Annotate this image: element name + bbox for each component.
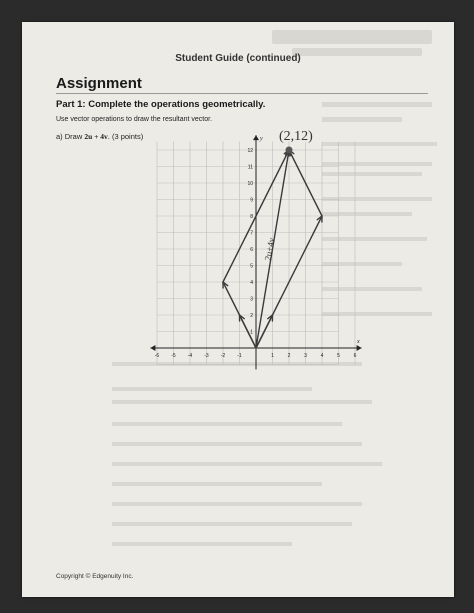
x-tick-label: -1	[237, 353, 242, 359]
x-tick-label: -2	[220, 353, 226, 359]
instruction-text: Use vector operations to draw the resultant vector.	[56, 116, 213, 123]
title-divider	[56, 93, 428, 94]
y-tick-label: 10	[247, 181, 253, 187]
part-heading: Part 1: Complete the operations geometrically.	[56, 99, 266, 110]
x-tick-label: -4	[187, 353, 193, 359]
x-tick-label: -5	[171, 353, 176, 359]
y-tick-label: 3	[250, 296, 253, 303]
x-tick-label: 4	[320, 353, 324, 359]
y-tick-label: 4	[250, 280, 253, 286]
endpoint-dot	[286, 147, 293, 154]
question-a	[56, 132, 143, 141]
coordinate-graph	[136, 129, 360, 380]
y-tick-label: 7	[250, 230, 253, 237]
x-axis-arrow-left	[150, 345, 155, 351]
y-tick-label: 2	[250, 313, 253, 319]
x-tick-label: 3	[304, 353, 307, 359]
x-tick-label: 1	[271, 353, 274, 359]
x-tick-label: 2	[287, 353, 291, 359]
handwritten-vector-label: 2u+4v	[262, 236, 277, 262]
x-tick-label: 6	[353, 353, 357, 359]
y-tick-label: 6	[250, 247, 253, 253]
page-header: Student Guide (continued)	[175, 53, 301, 64]
y-tick-label: 5	[250, 263, 253, 270]
question-points: . (3 points)	[107, 132, 144, 141]
y-tick-label: 8	[250, 214, 253, 220]
handwritten-coordinate: (2,12)	[279, 129, 313, 144]
y-tick-label: 9	[250, 197, 253, 204]
section-title: Assignment	[56, 75, 142, 92]
copyright-footer: Copyright © Edgenuity Inc.	[56, 573, 134, 580]
y-axis-label: y	[260, 136, 263, 143]
x-tick-label: -3	[204, 353, 209, 359]
question-expression: 2u + 4v	[84, 132, 108, 141]
y-tick-label: 1	[250, 329, 253, 336]
x-axis-label: x	[357, 339, 360, 345]
y-tick-label: 12	[247, 148, 253, 154]
document-page	[22, 22, 454, 597]
question-prefix: a) Draw	[56, 132, 85, 141]
y-tick-label: 11	[247, 164, 253, 171]
x-tick-label: 5	[337, 353, 340, 359]
axes	[150, 135, 361, 369]
x-tick-label: -6	[154, 353, 160, 359]
